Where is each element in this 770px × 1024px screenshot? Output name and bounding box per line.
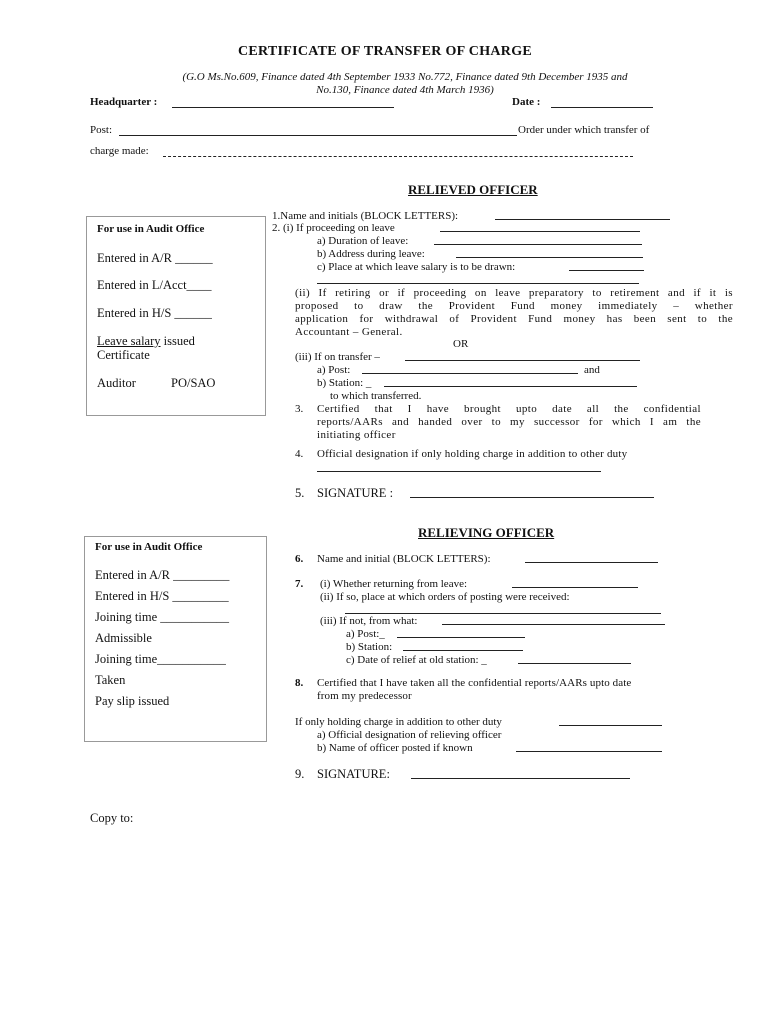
- entered-lacct-label: Entered in L/Acct____: [97, 278, 212, 292]
- certificate-label: Certificate: [97, 348, 150, 362]
- go-reference: [100, 71, 710, 97]
- q2a-duration-field[interactable]: [434, 233, 642, 245]
- q2c-place-label: c) Place at which leave salary is to be drawn:: [317, 261, 516, 273]
- entered-ar-label: Entered in A/R ______: [97, 251, 213, 265]
- q2b-address-field[interactable]: [456, 246, 643, 258]
- q2ii-retiring-text: (ii) If retiring or if proceeding on leave preparatory to retirement and if it is proposed to draw the Provident Fund money immediately – whether application for withdrawal of Provident Fund money has been sent to the Accountant – General.: [295, 287, 733, 338]
- headquarter-field[interactable]: [172, 96, 394, 108]
- q2iii-station-field[interactable]: [384, 375, 637, 387]
- entered-hs-label: Entered in H/S _________: [95, 589, 229, 603]
- q7b-station-label: b) Station:: [346, 641, 393, 653]
- taken-label: Taken: [95, 673, 126, 687]
- go-line-2: No.130, Finance dated 4th March 1936): [316, 84, 494, 96]
- q2iii-transfer-field[interactable]: [405, 349, 640, 361]
- post-label: Post:: [90, 124, 113, 136]
- relieving-officer-heading: RELIEVING OFFICER: [418, 525, 555, 540]
- date-field[interactable]: [551, 96, 653, 108]
- leave-salary-label: Leave salary issued: [97, 334, 195, 348]
- relieved-officer-heading: RELIEVED OFFICER: [408, 182, 538, 197]
- q8-number: 8.: [295, 677, 304, 689]
- q7-number: 7.: [295, 578, 304, 590]
- charge-made-label: charge made:: [90, 145, 149, 157]
- charge-made-field[interactable]: [163, 145, 633, 157]
- q2-leave-field[interactable]: [440, 220, 640, 232]
- q3-number: 3.: [295, 403, 304, 415]
- audit-box-title: For use in Audit Office: [95, 541, 203, 553]
- q1-name-label: 1.Name and initials (BLOCK LETTERS):: [272, 210, 459, 222]
- q2iii-transfer-label: (iii) If on transfer –: [295, 351, 380, 363]
- joining-time-label-1: Joining time ___________: [95, 610, 230, 624]
- q7i-returning-field[interactable]: [512, 576, 638, 588]
- q6-name-label: Name and initial (BLOCK LETTERS):: [317, 553, 491, 565]
- q7iii-from-field[interactable]: [442, 613, 665, 625]
- q2iii-station-label: b) Station: _: [317, 377, 372, 389]
- audit-office-box-1: [86, 216, 266, 416]
- holding-designation-label: a) Official designation of relieving officer: [317, 729, 502, 741]
- po-sao-label: PO/SAO: [171, 376, 216, 390]
- q4-designation-field[interactable]: [317, 460, 601, 472]
- q7ii-posting-label: (ii) If so, place at which orders of posting were received:: [320, 591, 570, 603]
- q7i-returning-label: (i) Whether returning from leave:: [320, 578, 468, 590]
- q7c-date-field[interactable]: [518, 652, 631, 664]
- q2iii-post-label: a) Post:: [317, 364, 351, 376]
- audit-office-box-2: [84, 536, 267, 742]
- q6-name-field[interactable]: [525, 551, 658, 563]
- joining-time-label-2: Joining time___________: [95, 652, 226, 666]
- holding-charge-label: If only holding charge in addition to other duty: [295, 716, 502, 728]
- q5-signature-field[interactable]: [410, 486, 654, 498]
- q9-number: 9.: [295, 767, 305, 781]
- copy-to-label: Copy to:: [90, 811, 134, 825]
- holding-officer-name-field[interactable]: [516, 740, 662, 752]
- q2b-address-label: b) Address during leave:: [317, 248, 425, 260]
- entered-ar-label: Entered in A/R _________: [95, 568, 230, 582]
- q7a-post-field[interactable]: [397, 626, 525, 638]
- and-label: and: [584, 364, 600, 376]
- q2c-place-field[interactable]: [569, 259, 644, 271]
- entered-hs-label: Entered in H/S ______: [97, 306, 212, 320]
- go-line-1: (G.O Ms.No.609, Finance dated 4th September 1933 No.772, Finance dated 9th December 1935 and: [182, 71, 628, 83]
- q7iii-from-label: (iii) If not, from what:: [320, 615, 418, 627]
- q4-designation-label: Official designation if only holding charge in addition to other duty: [317, 448, 628, 460]
- or-label: OR: [453, 338, 469, 350]
- q3-certified-text: Certified that I have brought upto date all the confidential reports/AARs and handed over to my successor for which I am the initiating officer: [317, 403, 701, 441]
- q9-signature-label: SIGNATURE:: [317, 767, 390, 781]
- pay-slip-label: Pay slip issued: [95, 694, 170, 708]
- headquarter-label: Headquarter :: [90, 96, 158, 108]
- audit-box-title: For use in Audit Office: [97, 223, 205, 235]
- q2iii-post-field[interactable]: [362, 362, 578, 374]
- q6-number: 6.: [295, 553, 304, 565]
- q4-number: 4.: [295, 448, 304, 460]
- post-field[interactable]: [119, 124, 517, 136]
- date-label: Date :: [512, 96, 541, 108]
- q5-signature-label: SIGNATURE :: [317, 486, 394, 500]
- auditor-label: Auditor: [97, 376, 136, 390]
- order-label: Order under which transfer of: [518, 124, 650, 136]
- holding-officer-name-label: b) Name of officer posted if known: [317, 742, 473, 754]
- holding-charge-field[interactable]: [559, 714, 662, 726]
- q2-leave-label: 2. (i) If proceeding on leave: [272, 222, 395, 234]
- q7c-date-label: c) Date of relief at old station: _: [346, 654, 487, 666]
- admissible-label: Admissible: [95, 631, 152, 645]
- q2c-place-field-2[interactable]: [317, 272, 639, 284]
- q5-number: 5.: [295, 486, 305, 500]
- q2a-duration-label: a) Duration of leave:: [317, 235, 409, 247]
- transferred-label: to which transferred.: [330, 390, 422, 402]
- page-title: CERTIFICATE OF TRANSFER OF CHARGE: [237, 44, 533, 59]
- q7b-station-field[interactable]: [403, 639, 523, 651]
- q7a-post-label: a) Post:_: [346, 628, 385, 640]
- q1-name-field[interactable]: [495, 208, 670, 220]
- q8-certified-text: Certified that I have taken all the confidential reports/AARs upto date from my predecessor: [317, 677, 632, 702]
- q9-signature-field[interactable]: [411, 767, 630, 779]
